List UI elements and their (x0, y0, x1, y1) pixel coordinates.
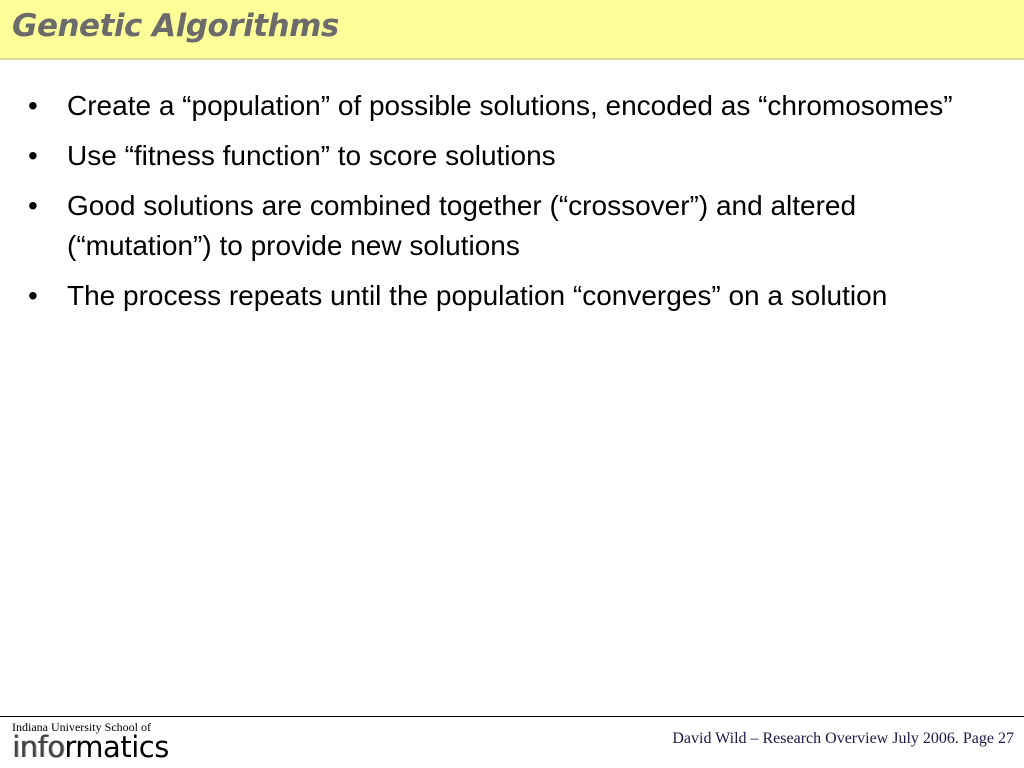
footer-credit: David Wild – Research Overview July 2006. Page 27 (672, 730, 1014, 747)
logo-highlight: info (12, 730, 65, 764)
bullet-item (28, 136, 988, 176)
bullet-text: Use “fitness function” to score solutions (67, 140, 556, 171)
bullet-item (28, 186, 988, 266)
slide-title: Genetic Algorithms (12, 8, 339, 44)
bullet-marker: • (28, 190, 38, 221)
logo-caption: Indiana University School of (12, 720, 151, 734)
footer-divider (0, 716, 1024, 717)
logo-wordmark (12, 730, 169, 764)
title-bar (0, 0, 1024, 60)
bullet-marker: • (28, 280, 38, 311)
bullet-marker: • (28, 90, 38, 121)
bullet-text: Create a “population” of possible solutions, encoded as “chromosomes” (67, 90, 953, 121)
school-logo (12, 720, 212, 766)
bullet-text: The process repeats until the population “converges” on a solution (67, 280, 888, 311)
bullet-text: Good solutions are combined together (“crossover”) and altered (“mutation”) to provide new solutions (67, 190, 857, 261)
bullet-item (28, 86, 988, 126)
bullet-marker: • (28, 140, 38, 171)
bullet-list (28, 86, 988, 326)
bullet-item (28, 276, 988, 316)
logo-rest: rmatics (64, 730, 169, 764)
